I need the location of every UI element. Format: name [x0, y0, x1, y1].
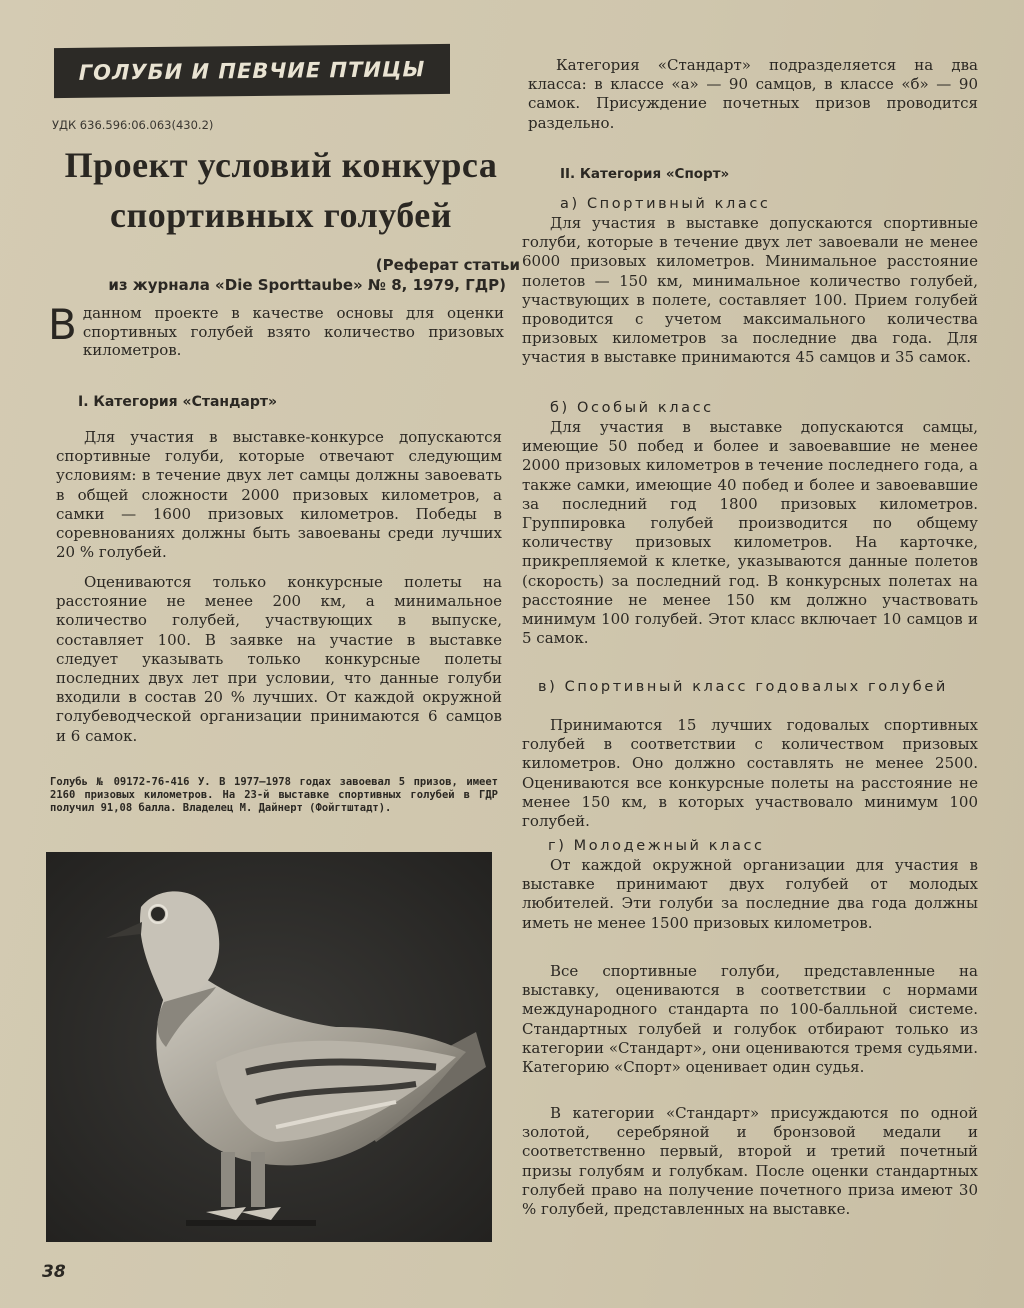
- reference-line-2: из журнала «Die Sporttaube» № 8, 1979, ГДР): [108, 276, 506, 294]
- photo-caption: Голубь № 09172-76-416 У. В 1977—1978 годах завоевал 5 призов, имеет 2160 призовых километров. На 23-й выставке спортивных голубей в ГДР получил 91,08 балла. Владелец М. Дайнерт (Фойгтштадт).: [50, 776, 498, 814]
- paragraph-yearling-class: Принимаются 15 лучших годовалых спортивных голубей в соответствии с количеством призовых километров. Оно должно составлять не менее 2500. Оцениваются все конкурсные полеты на расстояние не менее 150 км, в которых участвовало минимум 100 голубей.: [522, 716, 978, 831]
- lead-paragraph: [48, 300, 504, 360]
- paragraph-judging: Все спортивные голуби, представленные на выставку, оцениваются в соответствии с нормами международного стандарта по 100-балльной системе. Стандартных голубей и голубок отбирают только из категории «Стандарт», они оцениваются тремя судьями. Категорию «Спорт» оценивает один судья.: [522, 962, 978, 1077]
- pigeon-photo: [46, 852, 492, 1242]
- paragraph-standard-2: Оцениваются только конкурсные полеты на расстояние не менее 200 км, а минимальное количество голубей, участвующих в выпуске, составляет 100. В заявке на участие в выставке следует указывать только конкурсные полеты последних двух лет при условии, что данные голуби входили в состав 20 % лучших. От каждой окружной голубеводческой организации принимаются 6 самцов и 6 самок.: [56, 573, 502, 745]
- drop-cap: В: [48, 300, 77, 349]
- pigeon-illustration: [46, 852, 492, 1242]
- section-heading-standard: I. Категория «Стандарт»: [78, 394, 278, 410]
- subheading-sport-class: а) Спортивный класс: [560, 196, 771, 212]
- paragraph-standard-classes: Категория «Стандарт» подразделяется на два класса: в классе «а» — 90 самцов, в классе «б» — 90 самок. Присуждение почетных призов проводится раздельно.: [528, 56, 978, 132]
- paragraph-sport-class: Для участия в выставке допускаются спортивные голуби, которые в течение двух лет завоевали не менее 6000 призовых километров. Минимальное расстояние полетов — 150 км, минимальное количество голубей, участвующих в полете, составляет 100. Прием голубей проводится с учетом максимального количества призовых километров за последние два года. Для участия в выставке принимаются 45 самцов и 35 самок.: [522, 214, 978, 367]
- paragraph-awards: В категории «Стандарт» присуждаются по одной золотой, серебряной и бронзовой медали и соответственно первый, второй и третий почетный призы голубям и голубкам. После оценки стандартных голубей право на получение почетного приза имеют 30 % голубей, представленных на выставке.: [522, 1104, 978, 1219]
- lead-text: данном проекте в качестве основы для оценки спортивных голубей взято количество призовых километров.: [82, 304, 504, 359]
- reference-line-1: (Реферат статьи: [375, 256, 520, 274]
- subheading-youth-class: г) Молодежный класс: [548, 838, 765, 854]
- page-number: 38: [42, 1262, 66, 1282]
- subheading-yearling-class: в) Спортивный класс годовалых голубей: [538, 679, 948, 695]
- section-heading-sport: II. Категория «Спорт»: [560, 166, 730, 182]
- subheading-special-class: б) Особый класс: [550, 400, 714, 416]
- paragraph-standard-1: Для участия в выставке-конкурсе допускаются спортивные голуби, которые отвечают следующим условиям: в течение двух лет самцы должны завоевать в общей сложности 2000 призовых километров, а самки — 1600 призовых километров. Победы в соревнованиях должны быть завоеваны среди лучших 20 % голубей.: [56, 428, 502, 562]
- article-title: Проект условий конкурса спортивных голубей: [64, 145, 498, 235]
- paragraph-youth-class: От каждой окружной организации для участия в выставке принимают двух голубей от молодых любителей. Эти голуби за последние два года должны иметь не менее 1500 призовых километров.: [522, 856, 978, 932]
- paragraph-special-class: Для участия в выставке допускаются самцы, имеющие 50 побед и более и завоевавшие не менее 2000 призовых километров в течение последнего года, а также самки, имеющие 40 побед и более и завоевавшие за последний год 1800 призовых километров. Группировка голубей производится по общему количеству призовых километров. На карточке, прикрепляемой к клетке, указываются данные полетов (скорость) за последний год. В конкурсных полетах на расстояние не менее 150 км должно участвовать минимум 100 голубей. Этот класс включает 10 самцов и 5 самок.: [522, 418, 978, 648]
- section-rubric: ГОЛУБИ И ПЕВЧИЕ ПТИЦЫ: [54, 44, 450, 98]
- udk-code: УДК 636.596:06.063(430.2): [52, 118, 214, 132]
